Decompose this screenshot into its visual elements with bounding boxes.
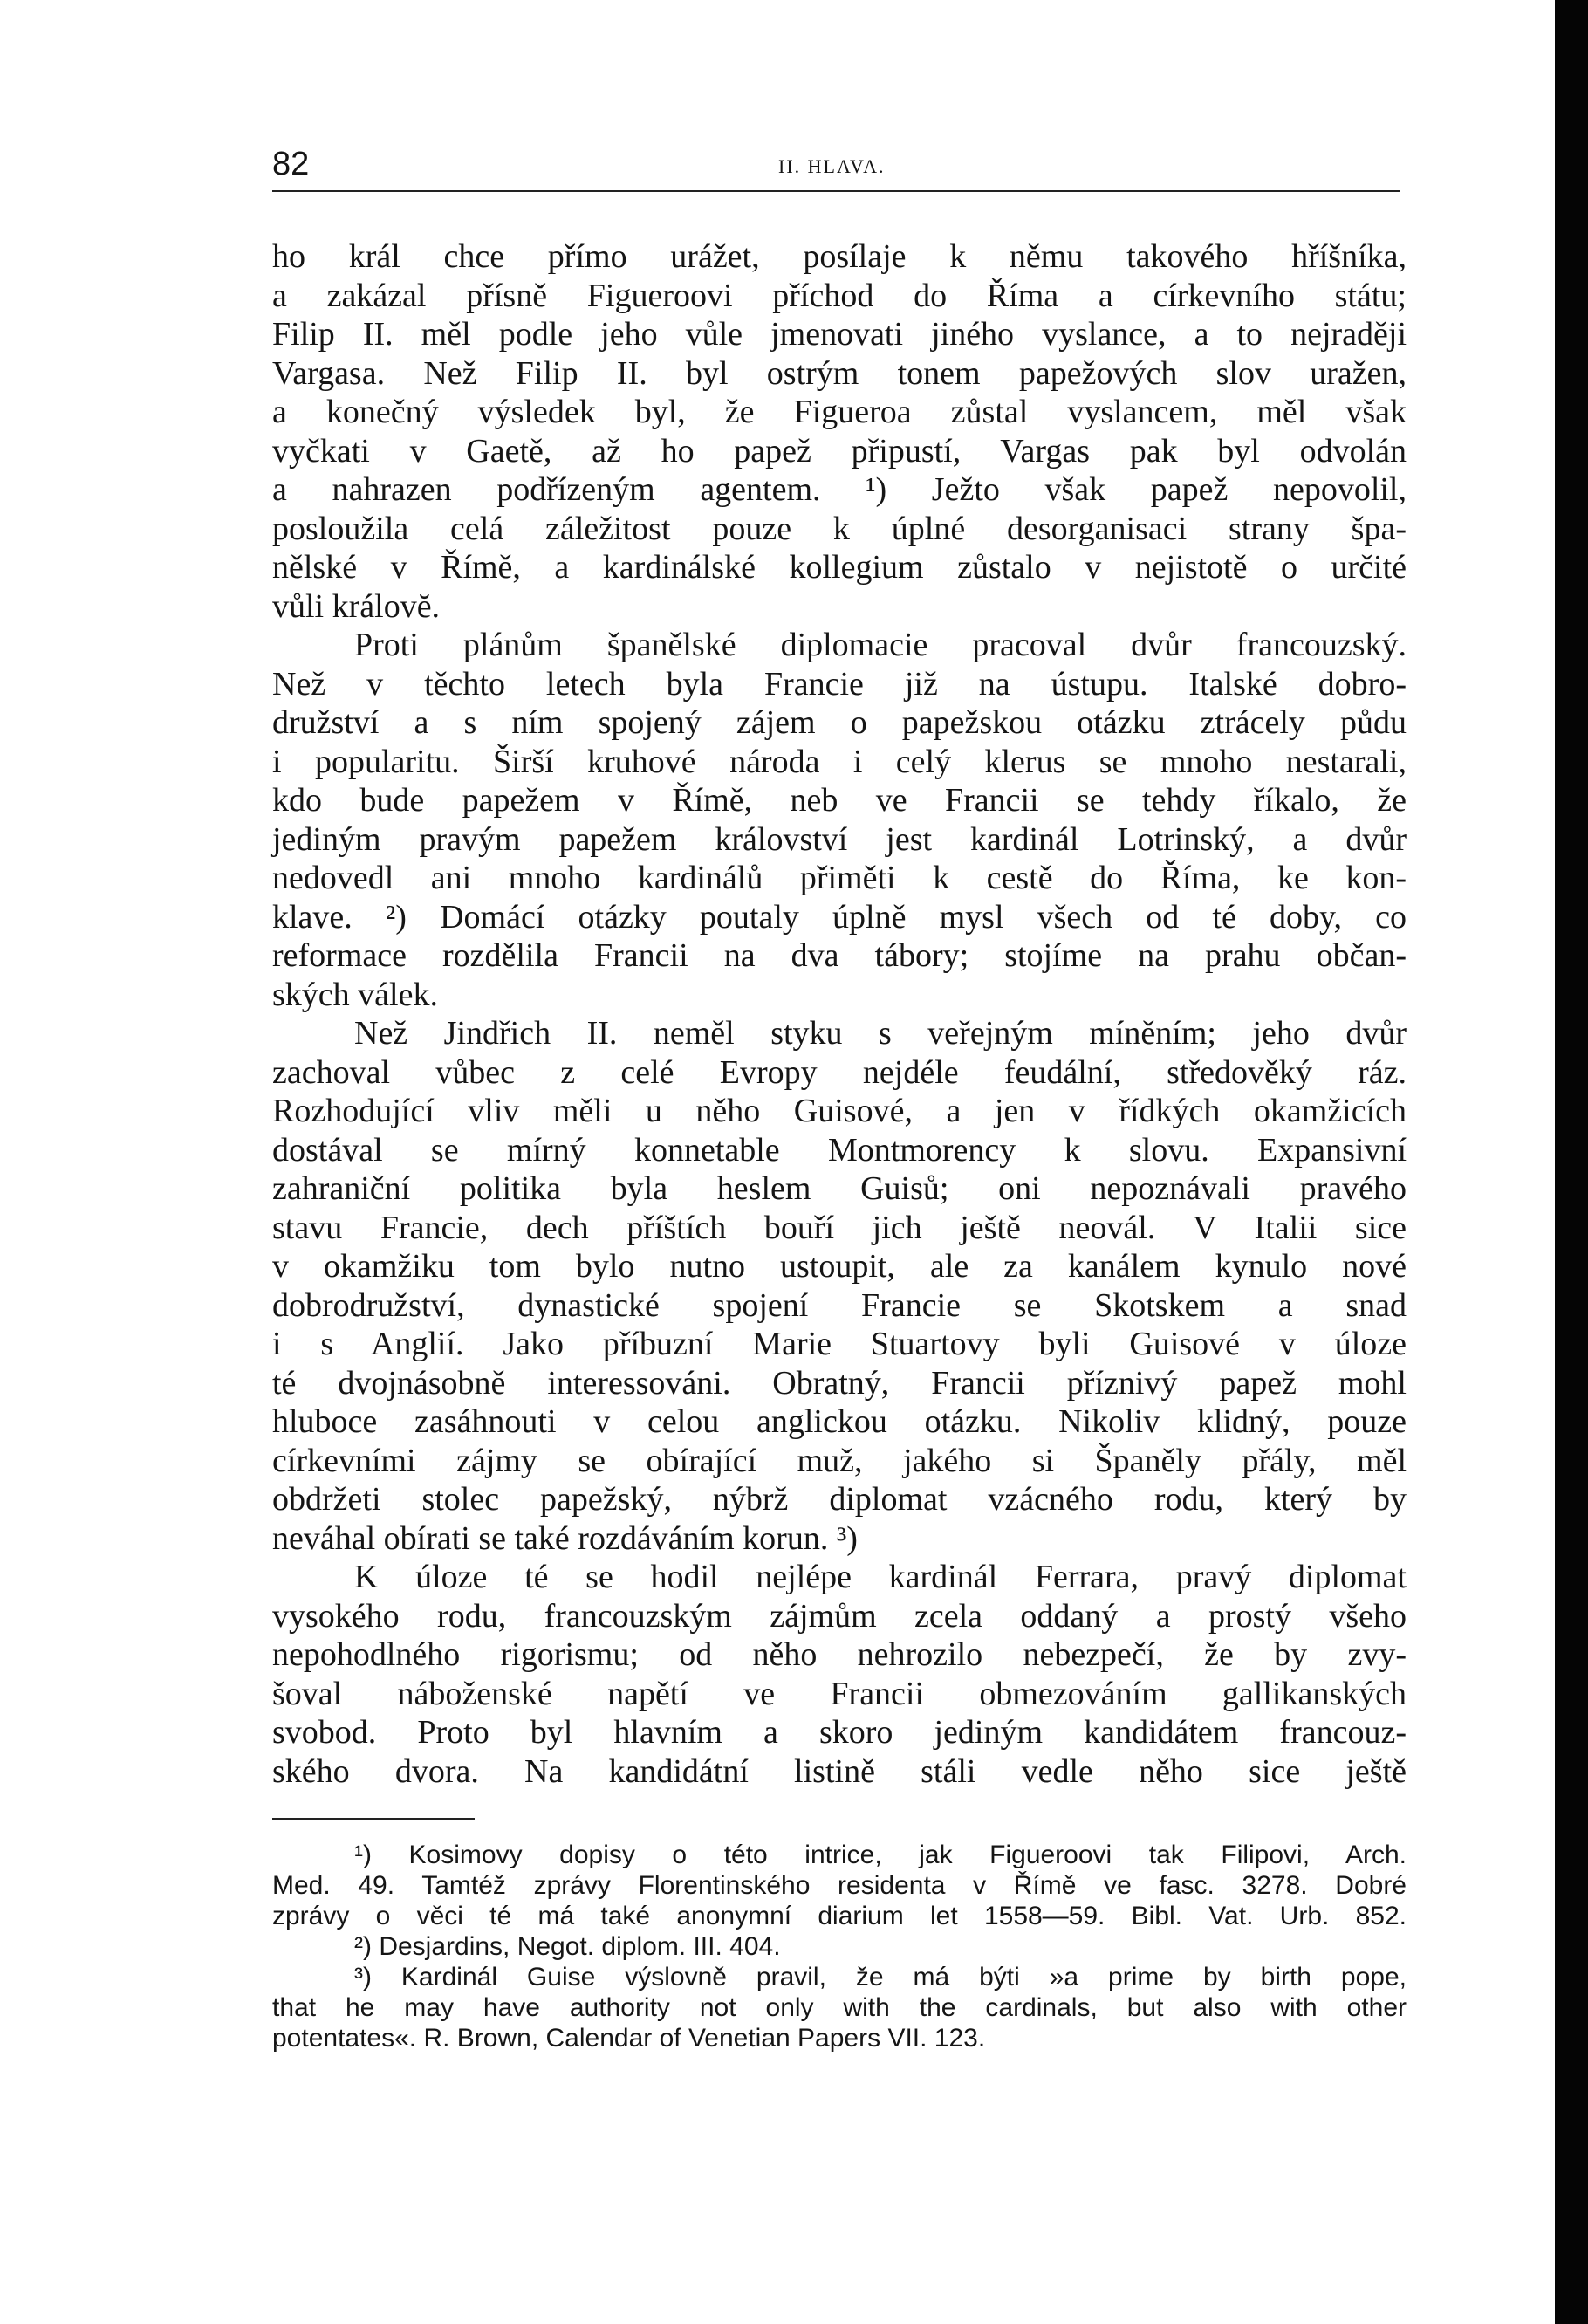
body-line: družství a s ním spojený zájem o papežskou otázku ztrácely půdu: [272, 704, 1407, 741]
body-line: nedovedl ani mnoho kardinálů přiměti k cestě do Říma, ke kon-: [272, 860, 1407, 896]
body-line: Než v těchto letech byla Francie již na ústupu. Italské dobro-: [272, 665, 1407, 703]
footnote-line: that he may have authority not only with the cardinals, but also with other: [272, 1993, 1407, 2022]
body-line: reformace rozdělila Francii na dva tábory; stojíme na prahu občan-: [272, 937, 1407, 974]
body-line: vyčkati v Gaetě, až ho papež připustí, Vargas pak byl odvolán: [272, 432, 1407, 470]
header-rule: [272, 190, 1400, 192]
page-number: 82: [272, 146, 310, 182]
body-line: K úloze té se hodil nejlépe kardinál Ferrara, pravý diplomat: [354, 1559, 1407, 1595]
body-line: svobod. Proto byl hlavním a skoro jediným kandidátem francouz-: [272, 1714, 1407, 1751]
body-line: neváhal obírati se také rozdáváním korun. ³): [272, 1519, 858, 1557]
footnote-line: ³) Kardinál Guise výslovně pravil, že má býti »a prime by birth pope,: [354, 1963, 1407, 1992]
footnote-line: zprávy o věci té má také anonymní diarium let 1558—59. Bibl. Vat. Urb. 852.: [272, 1902, 1407, 1930]
body-line: vůli královĕ.: [272, 587, 441, 625]
body-text: [272, 237, 1407, 1791]
body-line: Proti plánům španělské diplomacie pracoval dvůr francouzský.: [354, 627, 1407, 663]
body-line: zachoval vůbec z celé Evropy nejdéle feudální, středověký ráz.: [272, 1053, 1407, 1091]
footnote-line: Med. 49. Tamtéž zprávy Florentinského residenta v Římě ve fasc. 3278. Dobré: [272, 1871, 1407, 1900]
body-line: a konečný výsledek byl, že Figueroa zůstal vyslancem, měl však: [272, 394, 1407, 430]
body-line: Než Jindřich II. neměl styku s veřejným míněním; jeho dvůr: [354, 1015, 1407, 1052]
body-line: i s Anglií. Jako příbuzní Marie Stuartovy byli Guisové v úloze: [272, 1326, 1407, 1362]
body-line: dostával se mírný konnetable Montmorency k slovu. Expansivní: [272, 1131, 1407, 1169]
body-line: ského dvora. Na kandidátní listině stáli vedle něho sice ještě: [272, 1752, 1407, 1790]
body-line: klave. ²) Domácí otázky poutaly úplně mysl všech od té doby, co: [272, 898, 1407, 936]
body-line: hluboce zasáhnouti v celou anglickou otázku. Nikoliv klidný, pouze: [272, 1403, 1407, 1440]
body-line: zahraniční politika byla heslem Guisů; oni nepoznávali pravého: [272, 1170, 1407, 1207]
body-line: nělské v Římě, a kardinálské kollegium zůstalo v nejistotě o určité: [272, 549, 1407, 586]
body-line: ských válek.: [272, 976, 438, 1013]
body-line: posloužila celá záležitost pouze k úplné desorganisaci strany špa-: [272, 510, 1407, 547]
page-header: [272, 145, 1400, 194]
footnote-separator: [272, 1818, 475, 1820]
body-line: a zakázal přísně Figueroovi příchod do Říma a církevního státu;: [272, 277, 1407, 314]
body-line: obdržeti stolec papežský, nýbrž diplomat vzácného rodu, který by: [272, 1481, 1407, 1518]
body-line: ho král chce přímo urážet, posílaje k němu takového hříšníka,: [272, 238, 1407, 275]
body-line: vysokého rodu, francouzským zájmům zcela oddaný a prostý všeho: [272, 1597, 1407, 1635]
body-line: a nahrazen podřízeným agentem. ¹) Ježto však papež nepovolil,: [272, 471, 1407, 508]
body-line: církevními zájmy se obírající muž, jakého si Španěly přály, měl: [272, 1442, 1407, 1479]
footnote-line: potentates«. R. Brown, Calendar of Venetian Papers VII. 123.: [272, 2024, 986, 2053]
body-line: i popularitu. Širší kruhové národa i celý klerus se mnoho nestarali,: [272, 743, 1407, 780]
body-line: stavu Francie, dech příštích bouří jich ještě neovál. V Italii sice: [272, 1209, 1407, 1246]
body-line: Filip II. měl podle jeho vůle jmenovati jiného vyslance, a to nejraději: [272, 316, 1407, 353]
scan-edge: [1555, 0, 1588, 2324]
footnotes: [272, 1840, 1407, 2053]
body-line: jediným pravým papežem království jest kardinál Lotrinský, a dvůr: [272, 820, 1407, 858]
body-line: Vargasa. Než Filip II. byl ostrým tonem papežových slov uražen,: [272, 354, 1407, 392]
body-line: té dvojnásobně interessováni. Obratný, Francii příznivý papež mohl: [272, 1364, 1407, 1402]
footnote-line: ¹) Kosimovy dopisy o této intrice, jak Figueroovi tak Filipovi, Arch.: [354, 1841, 1407, 1869]
body-line: dobrodružství, dynastické spojení Francie se Skotskem a snad: [272, 1286, 1407, 1324]
footnote-line: ²) Desjardins, Negot. diplom. III. 404.: [354, 1932, 781, 1961]
body-line: v okamžiku tom bylo nutno ustoupit, ale za kanálem kynulo nové: [272, 1248, 1407, 1285]
body-line: Rozhodující vliv měli u něho Guisové, a jen v řídkých okamžicích: [272, 1093, 1407, 1129]
body-line: šoval náboženské napětí ve Francii obmezováním gallikanských: [272, 1675, 1407, 1712]
body-line: nepohodlného rigorismu; od něho nehrozilo nebezpečí, že by zvy-: [272, 1636, 1407, 1673]
body-line: kdo bude papežem v Římě, neb ve Francii se tehdy říkalo, že: [272, 782, 1407, 819]
running-head: II. HLAVA.: [778, 155, 886, 177]
